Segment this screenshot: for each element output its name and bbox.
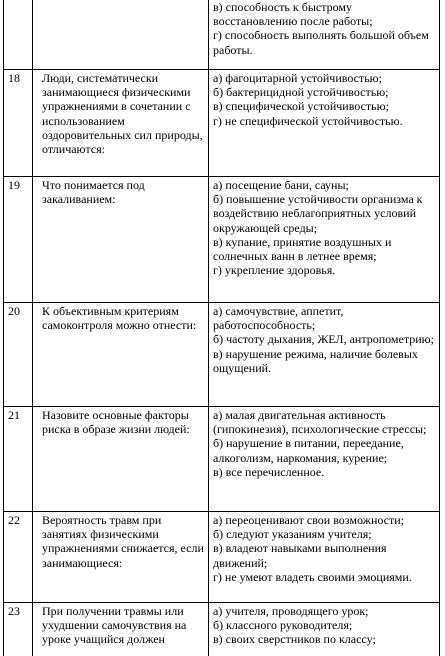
table-row	[4, 70, 440, 177]
table-row	[4, 303, 440, 407]
question-number: 19	[4, 177, 33, 303]
answer-options	[209, 0, 440, 70]
question-number	[4, 0, 33, 70]
answer-option: г) способность выполнять большой объем работы.	[213, 28, 429, 57]
table-row	[4, 603, 440, 656]
answer-option: а) фагоцитарной устойчивостью;	[213, 71, 382, 85]
answer-option: б) бактерицидной устойчивостью;	[213, 85, 389, 100]
question-text: К объективным критериям самоконтроля можно отнести:	[33, 303, 209, 407]
answer-options	[209, 177, 440, 303]
answer-option: в) способность к быстрому восстановлению после работы;	[213, 0, 373, 29]
question-text: Что понимается под закаливанием:	[33, 177, 209, 303]
question-text: Назовите основные факторы риска в образе жизни людей:	[33, 407, 209, 512]
answer-option: б) классного руководителя;	[213, 618, 353, 633]
question-number: 23	[4, 603, 33, 656]
answer-option: в) купание, принятие воздушных и солнечных ванн в летнее время;	[213, 234, 392, 264]
answer-option: в) своих сверстников по классу;	[213, 632, 376, 647]
answer-options	[209, 407, 440, 512]
question-number: 18	[4, 70, 33, 177]
answer-option: б) нарушение в питании, переедание, алкоголизм, наркомания, курение;	[213, 436, 404, 465]
table-row	[4, 512, 440, 603]
answer-option: а) самочувствие, аппетит, работоспособность;	[213, 304, 344, 333]
answer-option: а) посещение бани, сауны;	[213, 178, 349, 192]
test-questions-table	[3, 0, 440, 656]
question-number: 21	[4, 407, 33, 512]
answer-option: а) учителя, проводящего урок;	[213, 604, 369, 618]
answer-option: г) не умеют владеть своими эмоциями.	[213, 569, 412, 584]
question-text	[33, 0, 209, 70]
table-row	[4, 407, 440, 512]
answer-option: б) следуют указаниям учителя;	[213, 527, 372, 542]
answer-option: в) нарушение режима, наличие болевых ощущений.	[213, 346, 418, 375]
table-row	[4, 0, 440, 70]
answer-options	[209, 512, 440, 603]
question-number: 20	[4, 303, 33, 407]
answer-option: г) не специфической устойчивостью.	[213, 113, 403, 128]
question-text: Люди, систематически занимающиеся физическими упражнениями в сочетании с использованием оздоровительных сил природы, отличаются:	[33, 70, 209, 177]
answer-option: в) специфической устойчивостью;	[213, 99, 389, 114]
answer-options	[209, 603, 440, 656]
answer-option: г) укрепление здоровья.	[213, 263, 336, 278]
answer-option: б) повышение устойчивости организма к воздействию неблагоприятных условий окружающей среды;	[213, 192, 423, 235]
question-text: Вероятность травм при занятиях физическими упражнениями снижается, если занимающиеся:	[33, 512, 209, 603]
answer-option: а) переоценивают свои возможности;	[213, 513, 404, 527]
question-text: При получении травмы или ухудшении самочувствия на уроке учащийся должен	[33, 603, 209, 656]
question-number: 22	[4, 512, 33, 603]
answer-option: в) все перечисленное.	[213, 464, 325, 479]
table-row	[4, 177, 440, 303]
answer-option: а) малая двигательная активность (гипокинезия), психологические стрессы;	[213, 408, 427, 437]
answer-option: в) владеют навыками выполнения движений;	[213, 541, 387, 570]
answer-options	[209, 70, 440, 177]
answer-option: б) частоту дыхания, ЖЕЛ, антропометрию;	[213, 332, 434, 347]
answer-options	[209, 303, 440, 407]
